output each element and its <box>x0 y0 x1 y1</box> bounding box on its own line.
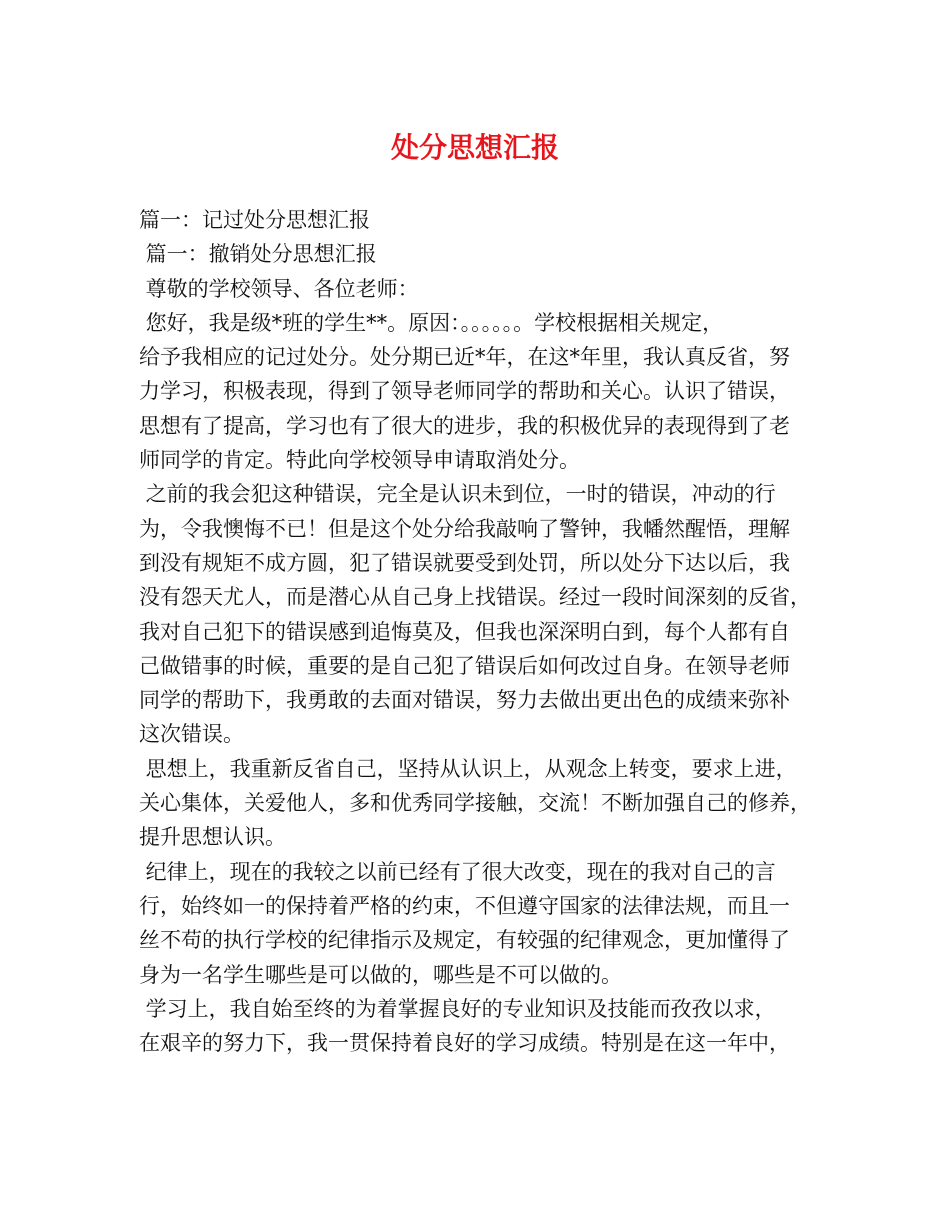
text-line: 到没有规矩不成方圆，犯了错误就要受到处罚，所以处分下达以后，我 <box>139 550 790 575</box>
text-line: 尊敬的学校领导、各位老师： <box>139 276 419 301</box>
text-line: 这次错误。 <box>139 722 244 747</box>
text-line: 纪律上，现在的我较之以前已经有了很大改变，现在的我对自己的言 <box>139 859 776 884</box>
text-line: 为，令我懊悔不已！但是这个处分给我敲响了警钟，我幡然醒悟，理解 <box>139 516 790 541</box>
text-line: 师同学的肯定。特此向学校领导申请取消处分。 <box>139 448 580 473</box>
document-body <box>139 203 829 1060</box>
text-line: 行，始终如一的保持着严格的约束，不但遵守国家的法律法规，而且一 <box>139 893 790 918</box>
text-line: 身为一名学生哪些是可以做的，哪些是不可以做的。 <box>139 962 622 987</box>
text-line: 之前的我会犯这种错误，完全是认识未到位，一时的错误，冲动的行 <box>139 482 776 507</box>
text-line: 给予我相应的记过处分。处分期已近*年，在这*年里，我认真反省，努 <box>139 345 790 370</box>
text-line: 篇一：记过处分思想汇报 <box>139 208 370 232</box>
text-line: 同学的帮助下，我勇敢的去面对错误，努力去做出更出色的成绩来弥补 <box>139 688 790 713</box>
text-line: 我对自己犯下的错误感到追悔莫及，但我也深深明白到，每个人都有自 <box>139 619 790 644</box>
text-line: 篇一：撤销处分思想汇报 <box>139 242 377 267</box>
text-line: 在艰辛的努力下，我一贯保持着良好的学习成绩。特别是在这一年中， <box>139 1031 790 1056</box>
text-line: 关心集体，关爱他人，多和优秀同学接触，交流！不断加强自己的修养， <box>139 791 811 816</box>
text-line: 学习上，我自始至终的为着掌握良好的专业知识及技能而孜孜以求， <box>139 996 776 1021</box>
text-line: 力学习，积极表现，得到了领导老师同学的帮助和关心。认识了错误， <box>139 379 790 404</box>
page-title: 处分思想汇报 <box>390 131 559 164</box>
text-line: 己做错事的时候，重要的是自己犯了错误后如何改过自身。在领导老师 <box>139 653 790 678</box>
text-line: 没有怨天尤人，而是潜心从自己身上找错误。经过一段时间深刻的反省， <box>139 585 811 610</box>
text-line: 思想上，我重新反省自己，坚持从认识上，从观念上转变，要求上进， <box>139 756 797 781</box>
text-line: 丝不苟的执行学校的纪律指示及规定，有较强的纪律观念，更加懂得了 <box>139 928 790 953</box>
text-line: 提升思想认识。 <box>139 825 286 850</box>
text-line: 您好，我是级*班的学生**。原因：。。。。。。学校根据相关规定， <box>139 310 724 335</box>
text-line: 思想有了提高，学习也有了很大的进步，我的积极优异的表现得到了老 <box>139 413 790 438</box>
